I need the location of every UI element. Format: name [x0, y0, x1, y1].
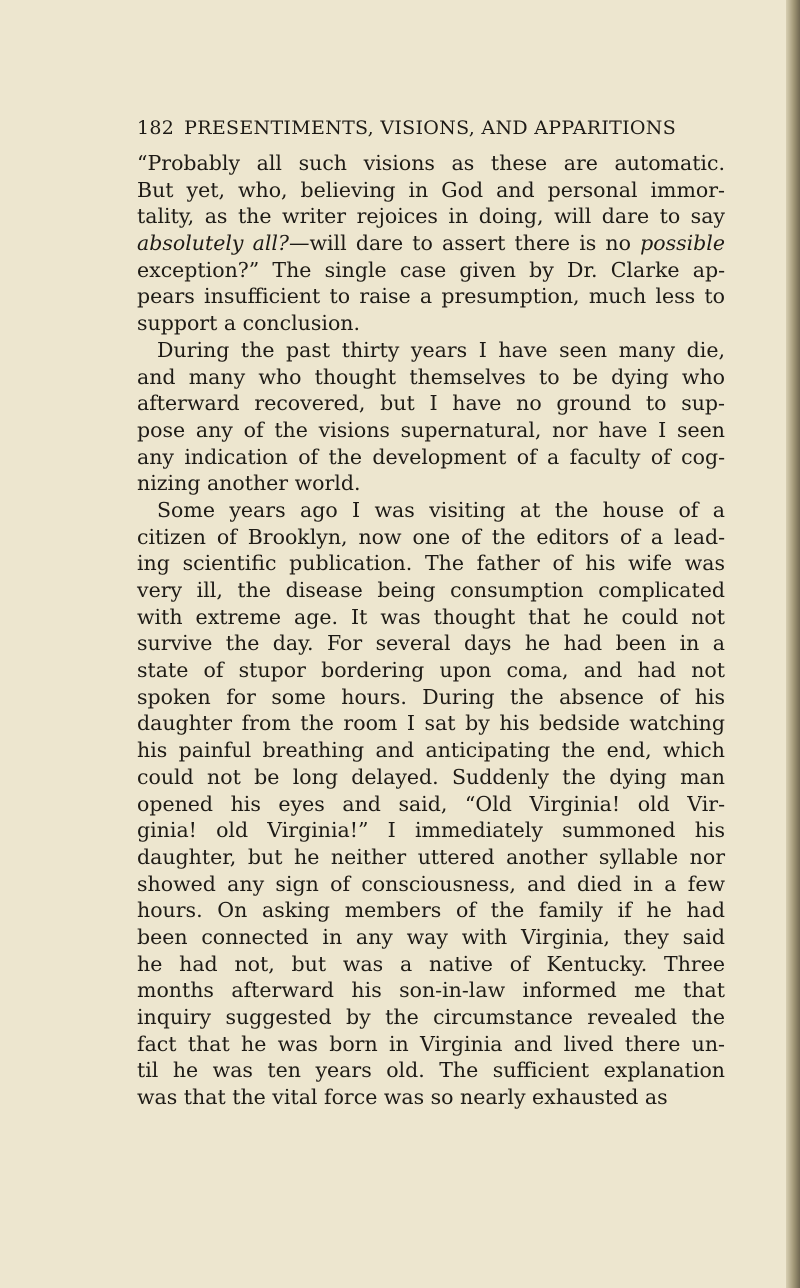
text-line: nizing another world. — [137, 471, 361, 496]
text-line: spoken for some hours. During the absence of his — [137, 684, 725, 709]
italic-phrase: absolutely all? — [137, 231, 289, 256]
text-run: —will dare to assert there is no — [288, 231, 641, 256]
body-text — [137, 150, 725, 1111]
text-line: pears insufficient to raise a presumption, much less to — [137, 284, 725, 309]
text-line: afterward recovered, but I have no ground to sup- — [137, 391, 725, 416]
text-line: been connected in any way with Virginia, they said — [137, 924, 725, 949]
text-line: opened his eyes and said, “Old Virginia! old Vir- — [137, 791, 725, 816]
text-line: daughter from the room I sat by his bedside watching — [137, 711, 725, 736]
text-line: state of stupor bordering upon coma, and had not — [137, 658, 725, 683]
text-line: til he was ten years old. The sufficient explanation — [137, 1058, 725, 1083]
text-line: tality, as the writer rejoices in doing, will dare to say — [137, 204, 725, 229]
text-line: inquiry suggested by the circumstance revealed the — [137, 1005, 725, 1029]
text-line: survive the day. For several days he had been in a — [137, 631, 725, 656]
text-line: and many who thought themselves to be dying who — [137, 364, 725, 389]
text-line: showed any sign of consciousness, and died in a few — [137, 871, 725, 896]
text-line: ing scientific publication. The father of his wife was — [137, 551, 725, 576]
text-line: was that the vital force was so nearly exhausted as — [137, 1085, 668, 1110]
text-line: his painful breathing and anticipating the end, which — [137, 738, 725, 763]
text-line: he had not, but was a native of Kentucky. Three — [137, 951, 725, 976]
text-line: “Probably all such visions as these are automatic. — [137, 151, 725, 175]
page-edge-shadow — [786, 0, 800, 1288]
text-line-italic-mixed — [137, 230, 725, 257]
text-line: could not be long delayed. Suddenly the dying man — [137, 764, 725, 789]
italic-phrase: possible — [640, 231, 725, 256]
text-line: months afterward his son-in-law informed me that — [137, 978, 725, 1003]
text-line: pose any of the visions supernatural, nor have I seen — [137, 417, 725, 442]
text-line: ginia! old Virginia!” I immediately summoned his — [137, 818, 725, 843]
running-header — [137, 117, 717, 139]
text-line: During the past thirty years I have seen many die, — [157, 337, 725, 362]
page-number: 182 — [137, 117, 175, 139]
text-line: Some years ago I was visiting at the house of a — [157, 497, 725, 522]
text-line: hours. On asking members of the family if he had — [137, 898, 725, 923]
text-line: support a conclusion. — [137, 311, 361, 336]
text-line: with extreme age. It was thought that he could not — [137, 604, 725, 629]
running-title: PRESENTIMENTS, VISIONS, AND APPARITIONS — [184, 117, 677, 139]
text-line: any indication of the development of a faculty of cog- — [137, 444, 725, 469]
text-line: exception?” The single case given by Dr. Clarke ap- — [137, 257, 725, 282]
text-line: citizen of Brooklyn, now one of the editors of a lead- — [137, 524, 725, 549]
text-line: But yet, who, believing in God and personal immor- — [137, 177, 725, 202]
text-line: daughter, but he neither uttered another syllable nor — [137, 844, 725, 869]
text-line: very ill, the disease being consumption complicated — [137, 578, 725, 602]
text-line: fact that he was born in Virginia and lived there un- — [137, 1031, 725, 1056]
